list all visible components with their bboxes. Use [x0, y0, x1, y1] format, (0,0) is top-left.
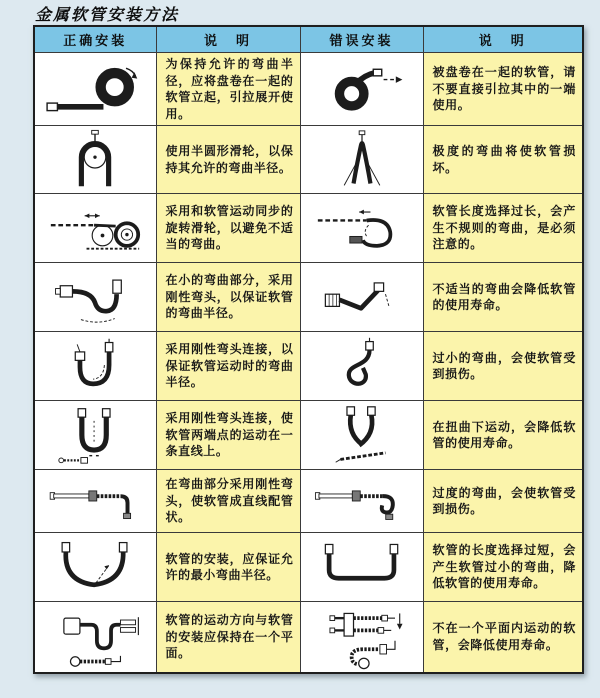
- wrong-description: 不适当的弯曲会降低软管的使用寿命。: [423, 263, 583, 332]
- wrong-description: 软管长度选择过长，会产生不规则的弯曲，是必须注意的。: [423, 194, 583, 263]
- wrong-description: 在扭曲下运动，会降低软管的使用寿命。: [423, 401, 583, 470]
- wrong-description: 软管的长度选择过短，会产生软管过小的弯曲，降低软管的使用寿命。: [423, 533, 583, 602]
- rigid-elbow-small-bend-illustration: [36, 266, 154, 328]
- wrong-illustration-cell: [300, 53, 423, 126]
- wrong-illustration-cell: [300, 533, 423, 602]
- wrong-illustration-cell: [300, 126, 423, 194]
- table-row: [34, 470, 583, 533]
- out-of-plane-motion-illustration: [303, 604, 421, 670]
- correct-description: 为保持允许的弯曲半径，应将盘卷在一起的软管立起，引拉展开使用。: [156, 53, 300, 126]
- table-row: [34, 533, 583, 602]
- wrong-description: 过度的弯曲，会使软管受到损伤。: [423, 470, 583, 533]
- correct-illustration-cell: [34, 126, 156, 194]
- wrong-description: 极度的弯曲将使软管损坏。: [423, 126, 583, 194]
- twisted-u-shape-illustration: [303, 404, 421, 466]
- extreme-bend-illustration: [303, 129, 421, 191]
- improper-bend-illustration: [303, 266, 421, 328]
- correct-illustration-cell: [34, 332, 156, 401]
- wrong-illustration-cell: [300, 194, 423, 263]
- coiled-hose-standing-illustration: [36, 58, 154, 120]
- header-row: [34, 26, 583, 53]
- correct-illustration-cell: [34, 263, 156, 332]
- table-row: [34, 53, 583, 126]
- rigid-elbow-connection-illustration: [36, 335, 154, 397]
- pulley-hose-illustration: [36, 129, 154, 191]
- correct-description: 采用和软管运动同步的旋转滑轮，以避免不适当的弯曲。: [156, 194, 300, 263]
- correct-illustration-cell: [34, 53, 156, 126]
- correct-illustration-cell: [34, 470, 156, 533]
- irregular-bend-illustration: [303, 197, 421, 259]
- u-shape-straight-line-illustration: [36, 404, 154, 466]
- coiled-hose-pulled-illustration: [303, 58, 421, 120]
- header-correct-install: 正确安装: [34, 26, 156, 53]
- correct-description: 在弯曲部分采用刚性弯头，使软管成直线配管状。: [156, 470, 300, 533]
- table-row: [34, 194, 583, 263]
- table-row: [34, 332, 583, 401]
- installation-table: [33, 25, 584, 674]
- wrong-description: 被盘卷在一起的软管，请不要直接引拉其中的一端使用。: [423, 53, 583, 126]
- table-row: [34, 602, 583, 673]
- wrong-illustration-cell: [300, 602, 423, 673]
- excessive-end-bend-illustration: [303, 472, 421, 530]
- correct-description: 采用刚性弯头连接，使软管两端点的运动在一条直线上。: [156, 401, 300, 470]
- too-small-bend-illustration: [303, 335, 421, 397]
- correct-description: 使用半圆形滑轮，以保持其允许的弯曲半径。: [156, 126, 300, 194]
- correct-illustration-cell: [34, 401, 156, 470]
- rotating-pulleys-illustration: [36, 197, 154, 259]
- one-plane-motion-illustration: [36, 604, 154, 670]
- correct-description: 在小的弯曲部分，采用刚性弯头，以保证软管的弯曲半径。: [156, 263, 300, 332]
- correct-illustration-cell: [34, 602, 156, 673]
- page-title: 金属软管安装方法: [35, 7, 180, 24]
- table-row: [34, 401, 583, 470]
- wrong-description: 过小的弯曲，会使软管受到损伤。: [423, 332, 583, 401]
- wrong-description: 不在一个平面内运动的软管，会降低使用寿命。: [423, 602, 583, 673]
- correct-description: 采用刚性弯头连接，以保证软管运动时的弯曲半径。: [156, 332, 300, 401]
- table-row: [34, 126, 583, 194]
- wrong-illustration-cell: [300, 263, 423, 332]
- correct-illustration-cell: [34, 533, 156, 602]
- table-row: [34, 263, 583, 332]
- wrong-illustration-cell: [300, 470, 423, 533]
- header-correct-description: 说 明: [156, 26, 300, 53]
- wrong-illustration-cell: [300, 332, 423, 401]
- minimum-bend-radius-illustration: [36, 536, 154, 598]
- correct-illustration-cell: [34, 194, 156, 263]
- too-short-hose-illustration: [303, 536, 421, 598]
- header-wrong-description: 说 明: [423, 26, 583, 53]
- correct-description: 软管的安装，应保证允许的最小弯曲半径。: [156, 533, 300, 602]
- straight-run-rigid-elbow-illustration: [36, 472, 154, 530]
- wrong-illustration-cell: [300, 401, 423, 470]
- header-wrong-install: 错误安装: [300, 26, 423, 53]
- correct-description: 软管的运动方向与软管的安装应保持在一个平面。: [156, 602, 300, 673]
